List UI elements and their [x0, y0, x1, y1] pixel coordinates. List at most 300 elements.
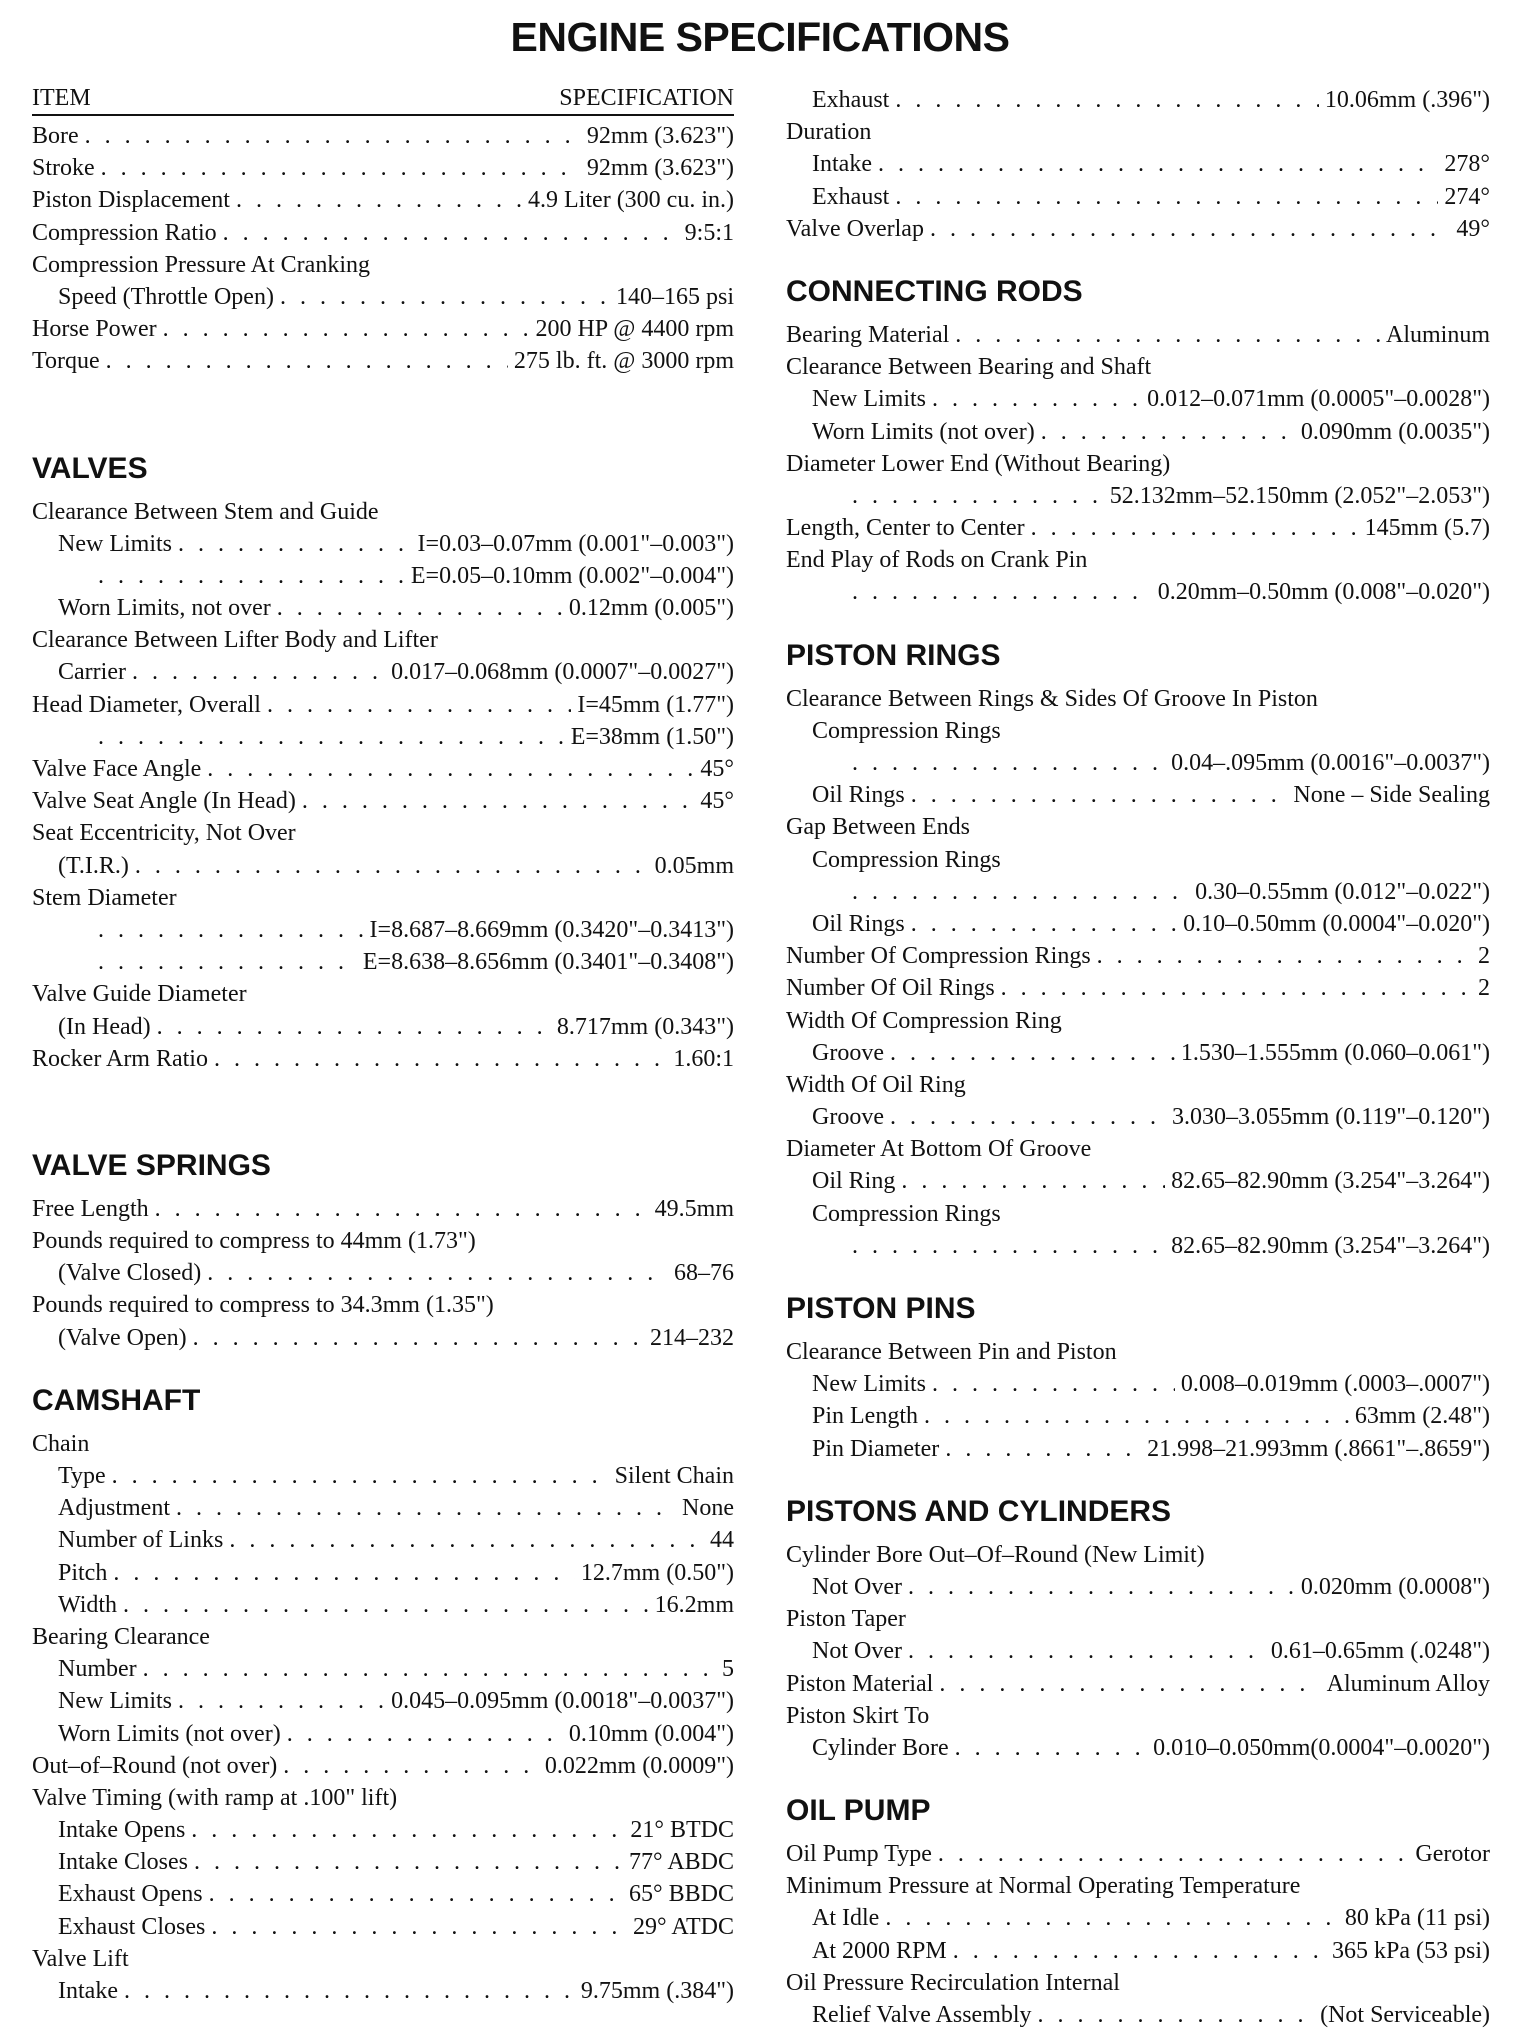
- dot-leader: [1001, 972, 1472, 1004]
- specification-header: SPECIFICATION: [559, 85, 734, 111]
- spec-row: [786, 811, 1490, 843]
- spec-row: [786, 1967, 1490, 1999]
- dot-leader: [98, 914, 364, 946]
- spec-row: [786, 84, 1490, 116]
- dot-leader: [113, 1557, 575, 1589]
- spec-row: [32, 313, 734, 345]
- dot-leader: [901, 1165, 1165, 1197]
- piston-rings-specs: [786, 683, 1490, 1262]
- valve-springs-specs: [32, 1193, 734, 1354]
- spec-value: 1.530–1.555mm (0.060–0.061"): [1180, 1039, 1490, 1066]
- spec-label: Piston Material: [786, 1670, 934, 1697]
- spec-value: 275 lb. ft. @ 3000 rpm: [513, 348, 734, 375]
- spec-row: [32, 1589, 734, 1621]
- dot-leader: [267, 689, 571, 721]
- spec-row: [786, 1198, 1490, 1230]
- dot-leader: [852, 480, 1104, 512]
- spec-label: Width Of Compression Ring: [786, 1007, 1062, 1034]
- spec-row: [32, 345, 734, 377]
- spec-label: Oil Rings: [812, 910, 905, 937]
- dot-leader: [932, 1368, 1175, 1400]
- spec-label: Clearance Between Rings & Sides Of Groove In Piston: [786, 685, 1318, 712]
- spec-row: [786, 1732, 1490, 1764]
- spec-label: Intake: [812, 151, 872, 178]
- spec-value: 9:5:1: [684, 219, 734, 246]
- spec-label: Clearance Between Stem and Guide: [32, 498, 379, 525]
- spec-value: Silent Chain: [614, 1463, 734, 1489]
- spec-row: [786, 1133, 1490, 1165]
- spec-label: Exhaust Opens: [58, 1881, 203, 1908]
- dot-leader: [229, 1524, 704, 1556]
- valves-heading: VALVES: [32, 451, 148, 485]
- spec-row: [32, 1750, 734, 1782]
- spec-value: 0.020mm (0.0008"): [1300, 1573, 1490, 1600]
- spec-label: Clearance Between Bearing and Shaft: [786, 354, 1152, 381]
- spec-value: 0.022mm (0.0009"): [544, 1752, 734, 1779]
- spec-value: 200 HP @ 4400 rpm: [535, 316, 734, 343]
- spec-label: Piston Skirt To: [786, 1702, 930, 1729]
- spec-label: Horse Power: [32, 316, 157, 343]
- spec-value: 0.012–0.071mm (0.0005"–0.0028"): [1147, 386, 1490, 413]
- spec-row: [32, 592, 734, 624]
- spec-row: [32, 496, 734, 528]
- spec-label: Intake Opens: [58, 1817, 186, 1844]
- spec-label: Piston Taper: [786, 1606, 906, 1633]
- dot-leader: [895, 84, 1319, 116]
- spec-row: [786, 972, 1490, 1004]
- spec-row: [32, 217, 734, 249]
- spec-value: 63mm (2.48"): [1354, 1403, 1490, 1430]
- dot-leader: [287, 1718, 563, 1750]
- spec-label: Number Of Oil Rings: [786, 975, 995, 1002]
- spec-row: [786, 148, 1490, 180]
- spec-row: [786, 319, 1490, 351]
- spec-row: [786, 683, 1490, 715]
- spec-label: Diameter Lower End (Without Bearing): [786, 450, 1171, 477]
- spec-row: [32, 560, 734, 592]
- dot-leader: [911, 908, 1177, 940]
- dot-leader: [302, 785, 694, 817]
- spec-label: Valve Guide Diameter: [32, 981, 247, 1008]
- spec-label: Oil Pump Type: [786, 1841, 932, 1868]
- spec-value: 21.998–21.993mm (.8661"–.8659"): [1147, 1435, 1490, 1462]
- spec-row: [32, 914, 734, 946]
- spec-row: [32, 817, 734, 849]
- dot-leader: [207, 753, 694, 785]
- dot-leader: [124, 1975, 575, 2007]
- dot-leader: [939, 1668, 1320, 1700]
- pistons-cylinders-heading: PISTONS AND CYLINDERS: [786, 1494, 1172, 1528]
- spec-value: 44: [710, 1527, 734, 1554]
- valves-specs: [32, 496, 734, 1075]
- spec-label: Speed (Throttle Open): [58, 283, 274, 310]
- spec-row: [786, 383, 1490, 415]
- spec-row: [786, 416, 1490, 448]
- camshaft-specs: [32, 1428, 734, 2007]
- spec-value: 274°: [1444, 183, 1490, 210]
- spec-label: Valve Face Angle: [32, 756, 202, 782]
- dot-leader: [143, 1653, 716, 1685]
- spec-label: Cylinder Bore: [812, 1734, 949, 1761]
- right-column: [786, 84, 1490, 2031]
- spec-row: [786, 1539, 1490, 1571]
- spec-value: 0.008–0.019mm (.0003–.0007"): [1180, 1371, 1490, 1398]
- spec-value: E=0.05–0.10mm (0.002"–0.004"): [410, 562, 734, 589]
- valve-springs-heading: VALVE SPRINGS: [32, 1148, 271, 1182]
- dot-leader: [214, 1043, 667, 1075]
- spec-label: Gap Between Ends: [786, 814, 970, 841]
- spec-label: Valve Seat Angle (In Head): [32, 788, 296, 815]
- spec-row: [786, 1336, 1490, 1368]
- spec-label: Worn Limits (not over): [58, 1720, 281, 1747]
- oil-pump-heading: OIL PUMP: [786, 1794, 931, 1828]
- spec-label: Number Of Compression Rings: [786, 943, 1091, 970]
- spec-value: 0.12mm (0.005"): [568, 595, 734, 622]
- spec-label: Not Over: [812, 1573, 902, 1600]
- spec-value: Aluminum Alloy: [1326, 1670, 1490, 1697]
- spec-row: [786, 908, 1490, 940]
- spec-row: [32, 1289, 734, 1321]
- dot-leader: [209, 1878, 623, 1910]
- spec-label: Worn Limits (not over): [812, 418, 1035, 445]
- spec-label: Groove: [812, 1104, 884, 1131]
- spec-row: [32, 1975, 734, 2007]
- dot-leader: [280, 281, 610, 313]
- spec-label: Seat Eccentricity, Not Over: [32, 820, 296, 847]
- spec-value: 2: [1478, 943, 1490, 970]
- spec-label: Pin Length: [812, 1403, 918, 1430]
- spec-label: Exhaust: [812, 87, 890, 113]
- spec-value: None: [682, 1495, 734, 1522]
- spec-row: [32, 1943, 734, 1975]
- spec-row: [32, 1878, 734, 1910]
- spec-row: [786, 779, 1490, 811]
- spec-row: [32, 1322, 734, 1354]
- spec-row: [786, 480, 1490, 512]
- spec-row: [786, 1069, 1490, 1101]
- spec-row: [786, 1037, 1490, 1069]
- spec-value: 1.60:1: [673, 1045, 734, 1072]
- dot-leader: [1038, 1999, 1315, 2031]
- dot-leader: [211, 1911, 627, 1943]
- spec-label: Exhaust: [812, 183, 890, 210]
- spec-label: Not Over: [812, 1638, 902, 1665]
- dot-leader: [955, 1732, 1147, 1764]
- dot-leader: [207, 1257, 668, 1289]
- spec-value: 2: [1478, 975, 1490, 1002]
- connecting-rods-specs: [786, 319, 1490, 609]
- spec-row: [32, 1428, 734, 1460]
- spec-label: Type: [58, 1463, 106, 1489]
- piston-pins-heading: PISTON PINS: [786, 1292, 976, 1325]
- spec-row: [32, 1621, 734, 1653]
- spec-row: [32, 1193, 734, 1225]
- dot-leader: [878, 148, 1438, 180]
- spec-label: Bearing Material: [786, 321, 950, 348]
- spec-label: Bearing Clearance: [32, 1623, 210, 1650]
- spec-row: [32, 1043, 734, 1075]
- spec-label: Clearance Between Lifter Body and Lifter: [32, 627, 438, 654]
- spec-row: [32, 656, 734, 688]
- spec-value: 365 kPa (53 psi): [1332, 1937, 1490, 1964]
- spec-row: [32, 1492, 734, 1524]
- dot-leader: [98, 946, 357, 978]
- spec-label: Out–of–Round (not over): [32, 1752, 278, 1779]
- spec-label: Diameter At Bottom Of Groove: [786, 1136, 1092, 1163]
- spec-label: Oil Ring: [812, 1168, 896, 1195]
- spec-row: [786, 1668, 1490, 1700]
- spec-value: 65° BBDC: [629, 1881, 734, 1908]
- spec-value: 0.10mm (0.004"): [568, 1720, 734, 1747]
- spec-row: [786, 747, 1490, 779]
- spec-label: Compression Rings: [812, 846, 1001, 873]
- spec-value: 0.090mm (0.0035"): [1300, 418, 1490, 445]
- spec-row: [32, 1911, 734, 1943]
- spec-label: Duration: [786, 119, 872, 146]
- dot-leader: [890, 1037, 1175, 1069]
- spec-value: 77° ABDC: [629, 1849, 734, 1876]
- spec-label: Cylinder Bore Out–Of–Round (New Limit): [786, 1541, 1205, 1568]
- spec-value: 0.04–.095mm (0.0016"–0.0037"): [1171, 750, 1490, 776]
- dot-leader: [1097, 940, 1472, 972]
- spec-label: Exhaust Closes: [58, 1913, 206, 1940]
- spec-value: 5: [722, 1656, 734, 1683]
- dot-leader: [852, 747, 1165, 779]
- dot-leader: [924, 1400, 1349, 1432]
- spec-row: [786, 448, 1490, 480]
- spec-value: Gerotor: [1415, 1841, 1490, 1868]
- spec-row: [32, 1460, 734, 1492]
- spec-label: Piston Displacement: [32, 187, 230, 214]
- spec-row: [786, 1433, 1490, 1465]
- spec-row: [32, 1011, 734, 1043]
- dot-leader: [932, 383, 1141, 415]
- spec-row: [786, 1635, 1490, 1667]
- dot-leader: [101, 152, 581, 184]
- spec-row: [32, 1846, 734, 1878]
- spec-row: [32, 721, 734, 753]
- spec-label: Groove: [812, 1039, 884, 1066]
- spec-label: Valve Overlap: [786, 215, 924, 242]
- spec-value: 0.20mm–0.50mm (0.008"–0.020"): [1157, 579, 1490, 606]
- spec-value: 0.61–0.65mm (.0248"): [1270, 1638, 1490, 1665]
- dot-leader: [895, 181, 1438, 213]
- dot-leader: [98, 721, 565, 753]
- dot-leader: [112, 1460, 609, 1492]
- spec-label: Number of Links: [58, 1527, 224, 1554]
- spec-label: New Limits: [58, 1688, 172, 1715]
- spec-row: [32, 978, 734, 1010]
- dot-leader: [155, 1193, 649, 1225]
- spec-label: Intake: [58, 1978, 118, 2004]
- spec-row: [786, 544, 1490, 576]
- spec-row: [32, 785, 734, 817]
- spec-row: [786, 116, 1490, 148]
- dot-leader: [953, 1935, 1326, 1967]
- spec-label: Pitch: [58, 1559, 108, 1586]
- spec-value: 52.132mm–52.150mm (2.052"–2.053"): [1109, 482, 1490, 509]
- dot-leader: [908, 1571, 1295, 1603]
- dot-leader: [193, 1322, 644, 1354]
- spec-value: 8.717mm (0.343"): [556, 1013, 734, 1040]
- spec-value: 0.017–0.068mm (0.0007"–0.0027"): [391, 659, 734, 686]
- dot-leader: [955, 319, 1380, 351]
- spec-label: Stem Diameter: [32, 884, 177, 911]
- dot-leader: [885, 1902, 1339, 1934]
- spec-label: Valve Lift: [32, 1945, 129, 1972]
- spec-row: [786, 1005, 1490, 1037]
- spec-label: Compression Rings: [812, 1200, 1001, 1227]
- connecting-rods-heading: CONNECTING RODS: [786, 274, 1083, 308]
- spec-row: [32, 184, 734, 216]
- dot-leader: [178, 528, 412, 560]
- spec-label: Minimum Pressure at Normal Operating Temperature: [786, 1873, 1301, 1900]
- spec-value: 92mm (3.623"): [586, 155, 734, 182]
- spec-value: 92mm (3.623"): [586, 123, 734, 149]
- dot-leader: [938, 1838, 1409, 1870]
- table-header: [32, 82, 734, 116]
- dot-leader: [123, 1589, 649, 1621]
- spec-value: 9.75mm (.384"): [580, 1978, 734, 2004]
- spec-value: E=8.638–8.656mm (0.3401"–0.3408"): [362, 949, 734, 976]
- spec-value: E=38mm (1.50"): [570, 723, 734, 750]
- dot-leader: [223, 217, 679, 249]
- spec-label: Adjustment: [58, 1495, 170, 1522]
- dot-leader: [178, 1685, 385, 1717]
- spec-row: [786, 1165, 1490, 1197]
- camshaft-continued-specs: [786, 84, 1490, 245]
- spec-value: 10.06mm (.396"): [1324, 87, 1490, 113]
- spec-value: 82.65–82.90mm (3.254"–3.264"): [1171, 1168, 1490, 1195]
- spec-value: 145mm (5.7): [1364, 515, 1490, 542]
- spec-row: [786, 715, 1490, 747]
- dot-leader: [852, 876, 1189, 908]
- spec-row: [32, 528, 734, 560]
- spec-label: Pounds required to compress to 34.3mm (1.35"): [32, 1292, 494, 1319]
- dot-leader: [163, 313, 530, 345]
- spec-label: Free Length: [32, 1195, 149, 1222]
- dot-leader: [135, 850, 649, 882]
- spec-label: Torque: [32, 348, 100, 375]
- spec-row: [786, 1400, 1490, 1432]
- spec-label: Width: [58, 1591, 118, 1618]
- spec-row: [32, 152, 734, 184]
- spec-label: Rocker Arm Ratio: [32, 1045, 208, 1072]
- spec-label: New Limits: [812, 1371, 926, 1398]
- spec-label: Compression Ratio: [32, 219, 217, 246]
- spec-row: [32, 1524, 734, 1556]
- spec-label: Carrier: [58, 659, 126, 686]
- spec-row: [32, 249, 734, 281]
- spec-label: (Valve Open): [58, 1324, 187, 1351]
- spec-row: [786, 1230, 1490, 1262]
- spec-value: (Not Serviceable): [1320, 2002, 1490, 2028]
- dot-leader: [236, 184, 522, 216]
- spec-label: Number: [58, 1656, 137, 1683]
- dot-leader: [911, 779, 1288, 811]
- camshaft-heading: CAMSHAFT: [32, 1383, 201, 1417]
- spec-row: [786, 576, 1490, 608]
- spec-row: [32, 624, 734, 656]
- spec-row: [786, 1999, 1490, 2031]
- spec-label: Length, Center to Center: [786, 515, 1025, 542]
- spec-row: [786, 940, 1490, 972]
- dot-leader: [157, 1011, 551, 1043]
- dot-leader: [1041, 416, 1295, 448]
- spec-value: 80 kPa (11 psi): [1344, 1905, 1490, 1932]
- spec-row: [786, 1101, 1490, 1133]
- spec-row: [32, 1257, 734, 1289]
- spec-row: [786, 512, 1490, 544]
- pistons-cylinders-specs: [786, 1539, 1490, 1764]
- oil-pump-specs: [786, 1838, 1490, 2031]
- spec-row: [786, 1700, 1490, 1732]
- dot-leader: [908, 1635, 1265, 1667]
- dot-leader: [852, 1230, 1165, 1262]
- spec-row: [786, 351, 1490, 383]
- piston-pins-specs: [786, 1336, 1490, 1465]
- spec-label: Compression Rings: [812, 717, 1001, 744]
- spec-label: Bore: [32, 123, 79, 149]
- spec-value: 0.05mm: [654, 852, 734, 879]
- spec-label: New Limits: [812, 386, 926, 413]
- spec-row: [786, 213, 1490, 245]
- spec-value: 140–165 psi: [615, 283, 734, 310]
- spec-value: Aluminum: [1385, 321, 1490, 348]
- piston-rings-heading: PISTON RINGS: [786, 638, 1001, 672]
- dot-leader: [283, 1750, 539, 1782]
- spec-label: Valve Timing (with ramp at .100" lift): [32, 1784, 398, 1811]
- spec-value: 4.9 Liter (300 cu. in.): [528, 187, 734, 214]
- dot-leader: [191, 1814, 624, 1846]
- spec-row: [32, 689, 734, 721]
- spec-row: [32, 1782, 734, 1814]
- spec-label: Chain: [32, 1430, 90, 1457]
- spec-label: At 2000 RPM: [812, 1937, 947, 1964]
- spec-label: (In Head): [58, 1013, 151, 1040]
- page-title: ENGINE SPECIFICATIONS: [510, 14, 1010, 60]
- spec-label: New Limits: [58, 530, 172, 557]
- spec-label: Pounds required to compress to 44mm (1.73"): [32, 1228, 476, 1255]
- spec-value: 21° BTDC: [630, 1817, 734, 1844]
- spec-value: 3.030–3.055mm (0.119"–0.120"): [1171, 1104, 1490, 1131]
- spec-row: [32, 120, 734, 152]
- dot-leader: [852, 576, 1152, 608]
- spec-value: 82.65–82.90mm (3.254"–3.264"): [1171, 1232, 1490, 1259]
- spec-value: I=45mm (1.77"): [577, 691, 734, 718]
- dot-leader: [277, 592, 563, 624]
- spec-label: Worn Limits, not over: [58, 595, 271, 622]
- item-header: ITEM: [32, 85, 91, 111]
- spec-label: Width Of Oil Ring: [786, 1071, 966, 1098]
- spec-value: 12.7mm (0.50"): [580, 1559, 734, 1586]
- spec-row: [32, 1718, 734, 1750]
- spec-row: [32, 946, 734, 978]
- spec-value: 0.10–0.50mm (0.0004"–0.020"): [1183, 910, 1490, 937]
- spec-value: 0.010–0.050mm(0.0004"–0.0020"): [1153, 1734, 1490, 1761]
- dot-leader: [945, 1433, 1141, 1465]
- spec-label: End Play of Rods on Crank Pin: [786, 547, 1088, 574]
- spec-value: 0.30–0.55mm (0.012"–0.022"): [1195, 878, 1490, 905]
- dot-leader: [106, 345, 508, 377]
- dot-leader: [1031, 512, 1359, 544]
- spec-row: [32, 1557, 734, 1589]
- spec-value: None – Side Sealing: [1293, 782, 1490, 809]
- spec-label: (Valve Closed): [58, 1260, 202, 1287]
- spec-label: Oil Rings: [812, 782, 905, 809]
- spec-row: [786, 876, 1490, 908]
- spec-label: Compression Pressure At Cranking: [32, 251, 370, 278]
